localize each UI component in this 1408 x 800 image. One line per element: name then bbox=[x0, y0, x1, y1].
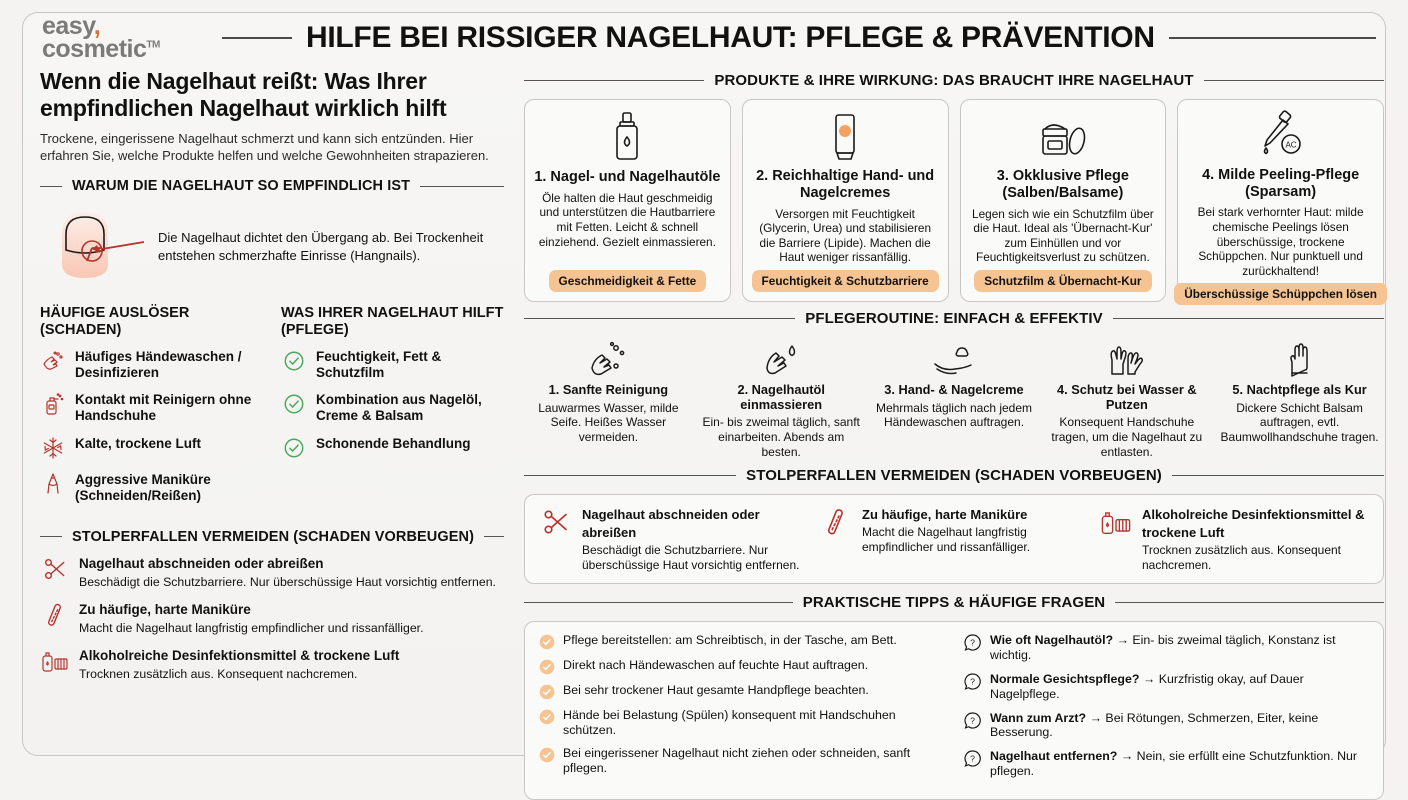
tip-text: Direkt nach Händewaschen auf feuchte Haut auftragen. bbox=[563, 658, 869, 673]
product-title: 1. Nagel- und Nagelhautöle bbox=[534, 169, 721, 185]
pitfall-text bbox=[582, 506, 809, 572]
pitfall-desc: Trocknen zusätzlich aus. Konsequent nachcremen. bbox=[1142, 543, 1342, 572]
brand-line-1: easy bbox=[42, 12, 94, 40]
disinfectant-radiator-icon bbox=[1099, 506, 1133, 538]
pitfall-desc: Macht die Nagelhaut langfristig empfindlicher und rissanfälliger. bbox=[79, 620, 424, 635]
section-heading-pitfalls-right bbox=[524, 467, 1384, 484]
section-heading-why-label: WARUM DIE NAGELHAUT SO EMPFINDLICH IST bbox=[72, 178, 411, 195]
divider-line bbox=[420, 186, 504, 187]
routine-step-desc: Lauwarmes Wasser, milde Seife. Heißes Wasser vermeiden. bbox=[538, 400, 679, 444]
routine-steps bbox=[524, 337, 1384, 459]
check-circle-icon bbox=[539, 709, 555, 725]
product-desc: Bei stark verhornter Haut: milde chemische Peelings lösen überschüssige, trockene Schüppchen. Nur punktuell und zurückhaltend! bbox=[1197, 205, 1364, 278]
product-badge: Schutzfilm & Übernacht-Kur bbox=[974, 270, 1151, 292]
list-item bbox=[40, 601, 504, 637]
triggers-and-helps bbox=[40, 305, 504, 515]
tips-column bbox=[539, 633, 945, 788]
brand-comma: , bbox=[93, 12, 101, 40]
question-bubble-icon bbox=[963, 711, 982, 730]
pitfall-text bbox=[79, 601, 424, 637]
header-divider-right bbox=[1169, 37, 1376, 39]
product-badge: Geschmeidigkeit & Fette bbox=[549, 270, 707, 292]
faq-text bbox=[990, 672, 1369, 702]
pipette-aha-icon bbox=[1253, 110, 1309, 164]
faq-list bbox=[963, 633, 1369, 779]
pitfall-item bbox=[819, 506, 1089, 572]
hand-wash-icon bbox=[526, 337, 691, 383]
check-circle-icon bbox=[539, 747, 555, 763]
product-desc: Öle halten die Haut geschmeidig und unterstützen die Hautbarriere mit Fetten. Leicht & schnell einziehend. Gezielt einmassieren. bbox=[538, 190, 716, 249]
pitfall-desc: Macht die Nagelhaut langfristig empfindlicher und rissanfälliger. bbox=[862, 525, 1031, 554]
pitfall-title: Zu häufige, harte Maniküre bbox=[862, 507, 1028, 523]
list-item bbox=[963, 749, 1369, 779]
help-label: Feuchtigkeit, Fett & Schutzfilm bbox=[316, 348, 442, 380]
nail-file-icon bbox=[819, 506, 853, 538]
product-desc: Versorgen mit Feuchtigkeit (Glycerin, Urea) und stabilisieren die Barriere (Lipide). Machen die Haut weniger rissanfällig. bbox=[759, 206, 932, 265]
tip-text: Hände bei Belastung (Spülen) konsequent mit Handschuhen schützen. bbox=[563, 708, 896, 737]
list-item bbox=[40, 349, 263, 381]
faq-answer: → Ein- bis zweimal täglich, Konstanz ist wichtig. bbox=[990, 633, 1336, 662]
tips-grid bbox=[539, 633, 1369, 788]
routine-step bbox=[870, 337, 1039, 459]
cream-tube-icon bbox=[822, 110, 868, 165]
dropper-bottle-icon bbox=[604, 110, 650, 166]
faq-question: Nagelhaut entfernen? bbox=[990, 749, 1118, 764]
pitfall-desc: Beschädigt die Schutzbarriere. Nur überschüssige Haut vorsichtig entfernen. bbox=[79, 574, 496, 589]
helps-heading: WAS IHRER NAGELHAUT HILFT (PFLEGE) bbox=[281, 305, 504, 338]
faq-question: Wann zum Arzt? bbox=[990, 710, 1087, 725]
snowflake-icon bbox=[40, 435, 66, 461]
trigger-label: Häufiges Händewaschen / Desinfizieren bbox=[75, 348, 242, 380]
pitfall-desc: Trocknen zusätzlich aus. Konsequent nachcremen. bbox=[79, 666, 358, 681]
tips-panel bbox=[524, 621, 1384, 800]
routine-step-title: 2. Nagelhautöl einmassieren bbox=[737, 382, 825, 412]
routine-step-desc: Dickere Schicht Balsam auftragen, evtl. Baumwollhandschuhe tragen. bbox=[1220, 400, 1379, 444]
list-item bbox=[963, 711, 1369, 741]
question-bubble-icon bbox=[963, 749, 982, 768]
faq-answer: → Nein, sie erfüllt eine Schutzfunktion. Nur pflegen. bbox=[990, 749, 1358, 779]
cuticle-nipper-icon bbox=[40, 471, 66, 497]
routine-step-title: 1. Sanfte Reinigung bbox=[548, 382, 669, 397]
routine-step bbox=[697, 337, 866, 459]
pitfall-title: Alkoholreiche Desinfektionsmittel & trockene Luft bbox=[79, 647, 400, 663]
svg-text:?: ? bbox=[970, 676, 975, 687]
pitfall-text bbox=[79, 647, 399, 683]
header bbox=[18, 10, 1390, 66]
pitfalls-left-list bbox=[40, 555, 504, 683]
lead-title: Wenn die Nagelhaut reißt: Was Ihrer empfindlichen Nagelhaut wirklich hilft bbox=[40, 68, 447, 121]
list-item bbox=[281, 349, 504, 381]
spray-bottle-icon bbox=[40, 391, 66, 417]
divider-line bbox=[524, 318, 795, 319]
check-circle-icon bbox=[281, 391, 307, 417]
divider-line bbox=[1115, 602, 1384, 603]
divider-line bbox=[1172, 475, 1384, 476]
product-badge: Feuchtigkeit & Schutzbarriere bbox=[752, 270, 939, 292]
product-desc: Legen sich wie ein Schutzfilm über die Haut. Ideal als 'Übernacht-Kur' zum Einhüllen und vor Feuchtigkeitsverlust zu schützen. bbox=[972, 206, 1154, 265]
divider-line bbox=[524, 602, 793, 603]
list-item bbox=[539, 658, 945, 675]
divider-line bbox=[40, 536, 62, 537]
section-heading-pitfalls-right-label: STOLPERFALLEN VERMEIDEN (SCHADEN VORBEUGEN) bbox=[746, 467, 1162, 485]
pitfall-title: Nagelhaut abschneiden oder abreißen bbox=[582, 507, 760, 541]
divider-line bbox=[1113, 318, 1384, 319]
list-item bbox=[539, 683, 945, 700]
product-card[interactable] bbox=[960, 99, 1167, 302]
routine-step bbox=[1215, 337, 1384, 459]
triggers-list bbox=[40, 349, 263, 504]
faq-answer: → Kurzfristig okay, auf Dauer Nagelpflege. bbox=[990, 671, 1304, 701]
washing-hands-icon bbox=[40, 348, 66, 374]
faq-column bbox=[963, 633, 1369, 788]
hand-oil-drop-icon bbox=[699, 337, 864, 383]
list-item bbox=[963, 633, 1369, 663]
section-heading-products bbox=[524, 72, 1384, 89]
faq-question: Normale Gesichtspflege? bbox=[990, 671, 1140, 686]
fingernail-icon bbox=[40, 204, 152, 289]
list-item bbox=[281, 392, 504, 424]
brand-logo bbox=[18, 12, 208, 63]
list-item bbox=[539, 746, 945, 776]
pitfall-desc: Beschädigt die Schutzbarriere. Nur überschüssige Haut vorsichtig entfernen. bbox=[582, 543, 800, 572]
svg-text:?: ? bbox=[970, 637, 975, 648]
routine-step-title: 3. Hand- & Nagelcreme bbox=[884, 382, 1024, 397]
routine-step-title: 4. Schutz bei Wasser & Putzen bbox=[1056, 382, 1197, 412]
pitfall-title: Alkoholreiche Desinfektionsmittel & trockene Luft bbox=[1142, 507, 1365, 541]
help-label: Schonende Behandlung bbox=[316, 435, 471, 451]
product-badge: Überschüssige Schüppchen lösen bbox=[1174, 283, 1387, 305]
tip-text: Pflege bereitstellen: am Schreibtisch, in der Tasche, am Bett. bbox=[563, 633, 897, 648]
pitfall-text bbox=[862, 506, 1089, 554]
product-title: 4. Milde Peeling-Pflege (Sparsam) bbox=[1202, 167, 1360, 200]
trigger-label: Kontakt mit Reinigern ohne Handschuhe bbox=[75, 392, 252, 424]
tips-list bbox=[539, 633, 945, 776]
routine-step bbox=[1042, 337, 1211, 459]
question-bubble-icon bbox=[963, 672, 982, 691]
list-item bbox=[40, 436, 263, 461]
divider-line bbox=[524, 475, 736, 476]
section-heading-tips-label: PRAKTISCHE TIPPS & HÄUFIGE FRAGEN bbox=[802, 594, 1106, 612]
svg-text:AC: AC bbox=[1285, 140, 1297, 150]
check-circle-icon bbox=[539, 659, 555, 675]
check-circle-icon bbox=[539, 684, 555, 700]
gloves-pair-icon bbox=[1044, 337, 1209, 383]
ointment-jar-icon bbox=[1035, 110, 1091, 165]
product-title: 3. Okklusive Pflege (Salben/Balsame) bbox=[996, 168, 1129, 201]
page-title: HILFE BEI RISSIGER NAGELHAUT: PFLEGE & PRÄVENTION bbox=[306, 21, 1155, 54]
svg-text:?: ? bbox=[970, 714, 975, 725]
product-card[interactable] bbox=[1177, 99, 1384, 302]
pitfall-text bbox=[1142, 506, 1369, 572]
section-heading-pitfalls-left bbox=[40, 529, 504, 545]
tip-text: Bei eingerissener Nagelhaut nicht ziehen oder schneiden, sanft pflegen. bbox=[563, 745, 911, 775]
product-card[interactable] bbox=[742, 99, 949, 302]
brand-logo-text bbox=[42, 12, 160, 63]
brand-trademark: TM bbox=[146, 39, 160, 51]
scissors-icon bbox=[40, 555, 70, 583]
product-card[interactable] bbox=[524, 99, 731, 302]
list-item bbox=[40, 392, 263, 424]
nail-illustration-row bbox=[40, 204, 504, 289]
hand-cream-dollop-icon bbox=[872, 337, 1037, 383]
routine-step-desc: Konsequent Handschuhe tragen, um die Nagelhaut zu entlasten. bbox=[1051, 415, 1203, 459]
section-heading-routine-label: PFLEGEROUTINE: EINFACH & EFFEKTIV bbox=[805, 310, 1103, 327]
divider-line bbox=[40, 186, 62, 187]
list-item bbox=[40, 472, 263, 504]
pitfall-item bbox=[1099, 506, 1369, 572]
question-bubble-icon bbox=[963, 633, 982, 652]
right-column bbox=[524, 66, 1390, 779]
left-column bbox=[18, 66, 510, 748]
pitfall-title: Nagelhaut abschneiden oder abreißen bbox=[79, 555, 324, 571]
routine-step-desc: Mehrmals täglich nach jedem Händewaschen auftragen. bbox=[875, 400, 1033, 430]
divider-line bbox=[524, 80, 704, 81]
faq-answer: → Bei Rötungen, Schmerzen, Eiter, keine Besserung. bbox=[990, 710, 1319, 740]
divider-line bbox=[1204, 80, 1384, 81]
list-item bbox=[539, 633, 945, 650]
check-circle-icon bbox=[281, 348, 307, 374]
trigger-label: Kalte, trockene Luft bbox=[75, 435, 202, 451]
section-heading-pitfalls-left-label: STOLPERFALLEN VERMEIDEN (SCHADEN VORBEUGEN) bbox=[72, 528, 475, 545]
helps-column bbox=[281, 305, 504, 515]
pitfall-text bbox=[79, 555, 496, 591]
lead-subtitle: Trockene, eingerissene Nagelhaut schmerzt und kann sich entzünden. Hier erfahren Sie, welche Produkte helfen und welche Gewohnheiten strapazieren. bbox=[40, 130, 489, 163]
helps-list bbox=[281, 349, 504, 461]
scissors-icon bbox=[539, 506, 573, 538]
section-heading-tips bbox=[524, 594, 1384, 611]
faq-question: Wie oft Nagelhautöl? bbox=[990, 633, 1114, 648]
pitfall-item bbox=[539, 506, 809, 572]
faq-text bbox=[990, 749, 1369, 779]
routine-step bbox=[524, 337, 693, 459]
triggers-heading: HÄUFIGE AUSLÖSER (SCHADEN) bbox=[40, 305, 190, 338]
list-item bbox=[281, 436, 504, 461]
section-heading-products-label: PRODUKTE & IHRE WIRKUNG: DAS BRAUCHT IHRE NAGELHAUT bbox=[714, 72, 1194, 89]
svg-text:?: ? bbox=[970, 753, 975, 764]
body bbox=[18, 66, 1390, 779]
pitfalls-panel bbox=[524, 494, 1384, 584]
nail-file-icon bbox=[40, 601, 70, 629]
faq-text bbox=[990, 711, 1369, 741]
divider-line bbox=[484, 536, 504, 537]
section-heading-routine bbox=[524, 310, 1384, 327]
product-title: 2. Reichhaltige Hand- und Nagelcremes bbox=[756, 168, 935, 201]
single-glove-icon bbox=[1217, 337, 1382, 383]
product-cards bbox=[524, 99, 1384, 302]
pitfall-title: Zu häufige, harte Maniküre bbox=[79, 601, 251, 617]
header-divider-left bbox=[222, 37, 292, 39]
help-label: Kombination aus Nagelöl, Creme & Balsam bbox=[316, 392, 482, 424]
check-circle-icon bbox=[539, 634, 555, 650]
list-item bbox=[40, 647, 504, 683]
triggers-column bbox=[40, 305, 263, 515]
routine-step-desc: Ein- bis zweimal täglich, sanft einarbeiten. Abends am besten. bbox=[702, 415, 860, 459]
tip-text: Bei sehr trockener Haut gesamte Handpflege beachten. bbox=[563, 683, 869, 698]
list-item bbox=[40, 555, 504, 591]
trigger-label: Aggressive Maniküre (Schneiden/Reißen) bbox=[75, 471, 211, 503]
brand-line-2: cosmetic bbox=[42, 35, 147, 63]
nail-caption: Die Nagelhaut dichtet den Übergang ab. Bei Trockenheit entstehen schmerzhafte Einrisse (Hangnails). bbox=[158, 230, 484, 263]
section-heading-why bbox=[40, 178, 504, 194]
list-item bbox=[963, 672, 1369, 702]
faq-text bbox=[990, 633, 1369, 663]
list-item bbox=[539, 708, 945, 738]
check-circle-icon bbox=[281, 435, 307, 461]
routine-step-title: 5. Nachtpflege als Kur bbox=[1232, 382, 1367, 397]
disinfectant-radiator-icon bbox=[40, 647, 70, 675]
